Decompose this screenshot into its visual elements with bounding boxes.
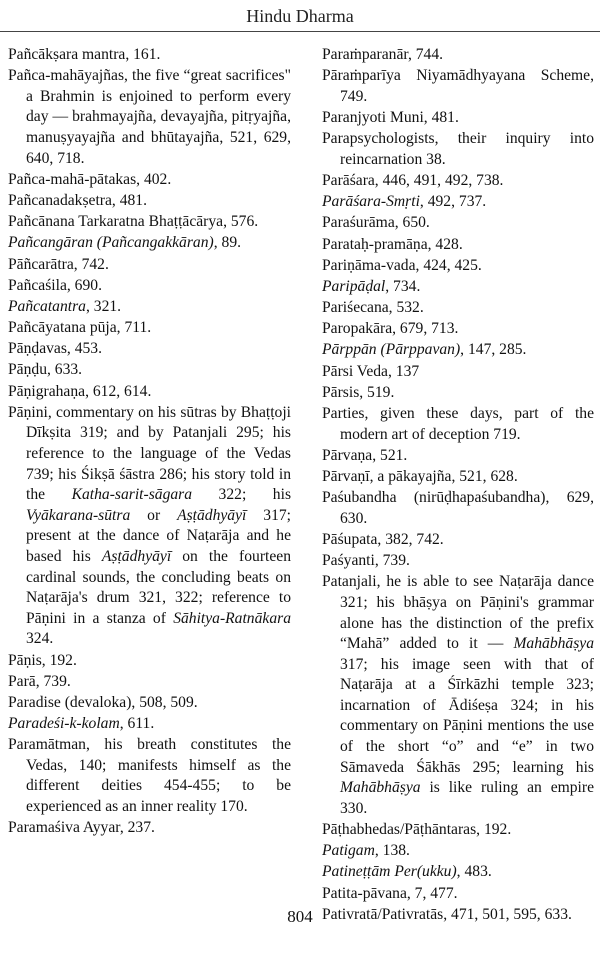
index-entry-text: Pāraṁparīya Niyamādhyayana Scheme, 749. — [322, 67, 594, 105]
index-entry — [322, 108, 594, 129]
index-entry-text: Patita-pāvana, 7, 477. — [322, 884, 458, 902]
index-entry-text: Pāṭhabhedas/Pāṭhāntaras, 192. — [322, 821, 512, 839]
index-entry-text: Pāñcarātra, 742. — [8, 255, 109, 273]
index-entry-text: Pañcāyatana pūja, 711. — [8, 319, 152, 337]
index-entry-italic-text: Parāśara-Smṛti — [322, 193, 420, 211]
index-entry-italic-text: Mahābhāṣya — [513, 635, 594, 653]
index-entry-text: Pārsi Veda, 137 — [322, 362, 420, 380]
index-entry-italic-text: Pañcangāran (Pañcangakkāran) — [8, 234, 214, 252]
index-entry-text: , 147, 285. — [460, 341, 527, 359]
index-entry — [8, 360, 291, 381]
index-entry-text: , 138. — [374, 842, 410, 860]
index-entry-italic-text: Paradeśi-k-kolam — [8, 715, 120, 733]
index-entry — [322, 446, 594, 467]
index-entry-text: Pāṇigrahaṇa, 612, 614. — [8, 382, 152, 400]
index-entry — [322, 862, 594, 883]
index-entry — [322, 129, 594, 170]
index-entry — [8, 818, 291, 839]
index-entry — [322, 383, 594, 404]
index-entry-text: Pāśupata, 382, 742. — [322, 530, 444, 548]
index-entry — [322, 66, 594, 107]
index-entry — [322, 45, 594, 66]
index-entry-italic-text: Paripāḍal — [322, 277, 386, 295]
page-number: 804 — [287, 907, 313, 926]
index-entry — [322, 530, 594, 551]
index-entry-text: on the fourteen cardinal sounds, the concluding beats on Naṭarāja's drum 321, 322; reference to Pāṇini in a stanza of — [26, 547, 292, 627]
index-entry-text: Pativratā/Pativratās, 471, 501, 595, 633. — [322, 905, 572, 923]
index-entry-text: Parataḥ-pramāṇa, 428. — [322, 235, 463, 253]
index-entry — [8, 191, 291, 212]
index-entry-text: Pāṇini, commentary on his sūtras by Bhaṭṭoji Dīkṣita 319; and by Patanjali 295; his reference to the language of the Vedas 739; his Śikṣā śāstra 286; his story told in the — [8, 403, 291, 504]
index-entry-text: Pañcanadakṣetra, 481. — [8, 191, 147, 209]
index-entry-italic-text: Mahābhāṣya — [340, 779, 421, 797]
index-entry-text: Pañcākṣara mantra, 161. — [8, 46, 161, 63]
index-entry — [8, 255, 291, 276]
index-entry-italic-text: Pañcatantra — [8, 297, 86, 315]
index-entry — [322, 171, 594, 192]
index-entry — [8, 693, 291, 714]
index-entry — [8, 66, 291, 169]
index-entry — [8, 297, 291, 318]
index-entry — [322, 213, 594, 234]
index-entry-text: Patanjali, he is able to see Naṭarāja dance 321; his bhāṣya on Pāṇini's grammar alone has the distinction of the prefix “Mahā” added to it — — [322, 573, 594, 653]
index-entry — [322, 841, 594, 862]
index-entry-italic-text: Aṣṭādhyāyī — [101, 547, 172, 565]
index-entry — [8, 714, 291, 735]
index-entry-text: Paśyanti, 739. — [322, 552, 410, 570]
header-rule — [0, 31, 600, 32]
index-entry-text: Pariśecana, 532. — [322, 299, 424, 317]
index-entry-text: or — [130, 506, 178, 524]
index-entry-text: 322; his — [192, 486, 292, 504]
index-entry — [8, 651, 291, 672]
index-entry-italic-text: Vyākarana-sūtra — [26, 506, 131, 524]
index-entry — [8, 339, 291, 360]
index-entry — [322, 192, 594, 213]
index-entry-text: , 611. — [119, 715, 155, 733]
index-entry — [322, 277, 594, 298]
index-entry-text: Paśubandha (nirūḍhapaśubandha), 629, 630. — [322, 489, 594, 527]
index-entry-italic-text: Aṣṭādhyāyī — [177, 506, 247, 524]
index-entry — [322, 404, 594, 445]
index-entry-text: , 734. — [385, 277, 421, 295]
index-entry — [322, 467, 594, 488]
index-entry-text: Pārsis, 519. — [322, 383, 395, 401]
index-entry-italic-text: Patineṭṭām Per(ukku) — [322, 863, 457, 881]
index-entry-italic-text: Katha-sarit-sāgara — [71, 486, 193, 504]
index-entry-text: Paranjyoti Muni, 481. — [322, 108, 459, 126]
index-entry-text: Pārvaṇī, a pākayajña, 521, 628. — [322, 467, 518, 485]
index-entry — [8, 45, 291, 66]
index-entry-text: Parāśara, 446, 491, 492, 738. — [322, 171, 504, 189]
index-entry — [322, 340, 594, 361]
index-entry — [322, 319, 594, 340]
index-entry — [8, 672, 291, 693]
index-entry — [322, 488, 594, 529]
index-entry-text: Parā, 739. — [8, 672, 71, 690]
index-entry-text: Pañcaśila, 690. — [8, 276, 102, 294]
index-entry — [322, 820, 594, 841]
index-entry-text: Pārvaṇa, 521. — [322, 446, 408, 464]
index-entry-text: Pāṇḍu, 633. — [8, 361, 83, 379]
index-entry-text: is like ruling an empire 330. — [340, 779, 594, 817]
index-entry — [322, 551, 594, 572]
index-entry-text: Pañcānana Tarkaratna Bhaṭṭācārya, 576. — [8, 213, 259, 231]
index-entry-text: Pāṇis, 192. — [8, 651, 77, 669]
index-entry — [8, 276, 291, 297]
index-entry-text: , 89. — [213, 234, 242, 252]
index-entry-italic-text: Patigam — [322, 842, 375, 860]
index-entry-italic-text: Pārppān (Pārppavan) — [322, 341, 461, 359]
index-entry — [8, 382, 291, 403]
index-entry-text: Pāṇḍavas, 453. — [8, 340, 102, 358]
index-entry-text: Paraśurāma, 650. — [322, 214, 430, 232]
index-entry-italic-text: Sāhitya-Ratnākara — [173, 609, 291, 627]
index-entry-text: , 321. — [85, 297, 122, 315]
index-column-right — [322, 45, 594, 926]
index-entry — [322, 256, 594, 277]
index-entry-text: 317; present at the dance of Naṭarāja and he based his — [26, 506, 291, 565]
running-head-title: Hindu Dharma — [246, 6, 354, 26]
index-entry-text: Paramaśiva Ayyar, 237. — [8, 819, 155, 837]
index-entry — [322, 572, 594, 819]
index-entry — [322, 235, 594, 256]
index-entry-text: Parapsychologists, their inquiry into reincarnation 38. — [322, 130, 594, 168]
index-entry — [8, 233, 291, 254]
index-column-left — [8, 45, 291, 839]
index-entry-text: Pañca-mahā-pātakas, 402. — [8, 170, 172, 188]
index-entry — [322, 298, 594, 319]
index-entry-text: Parties, given these days, part of the modern art of deception 719. — [322, 405, 594, 443]
index-entry-text: Paramātman, his breath constitutes the Vedas, 140; manifests himself as the different deities 454-455; to be experienced as an inner reality 170. — [8, 736, 291, 816]
index-entry-text: , 483. — [456, 863, 492, 881]
index-entry-text: 317; his image seen with that of Naṭarāja at a Śīrkāzhi temple 323; incarnation of Ādiśeṣa 324; in his commentary on Pāṇini mentions the use of the short “o” and “e” in two Sāmaveda Śākhās 295; learning his — [340, 655, 594, 776]
index-entry — [322, 884, 594, 905]
index-entry — [8, 403, 291, 650]
index-entry-text: Paropakāra, 679, 713. — [322, 320, 459, 338]
index-entry-text: Pariṇāma-vada, 424, 425. — [322, 256, 482, 274]
index-entry — [8, 212, 291, 233]
index-entry — [8, 318, 291, 339]
index-entry — [322, 362, 594, 383]
index-entry-text: Paradise (devaloka), 508, 509. — [8, 693, 198, 711]
index-entry — [8, 735, 291, 817]
index-entry — [8, 170, 291, 191]
index-entry-text: 324. — [26, 630, 54, 648]
index-entry-text: , 492, 737. — [419, 193, 487, 211]
index-entry-text: Pañca-mahāyajñas, the five “great sacrifices" a Brahmin is enjoined to perform every day — brahmayajña, devayajña, pitṛyajña, manuṣyayajña and bhūtayajña, 521, 629, 640, 718. — [8, 67, 291, 167]
index-entry-text: Paraṁparanār, 744. — [322, 46, 444, 63]
